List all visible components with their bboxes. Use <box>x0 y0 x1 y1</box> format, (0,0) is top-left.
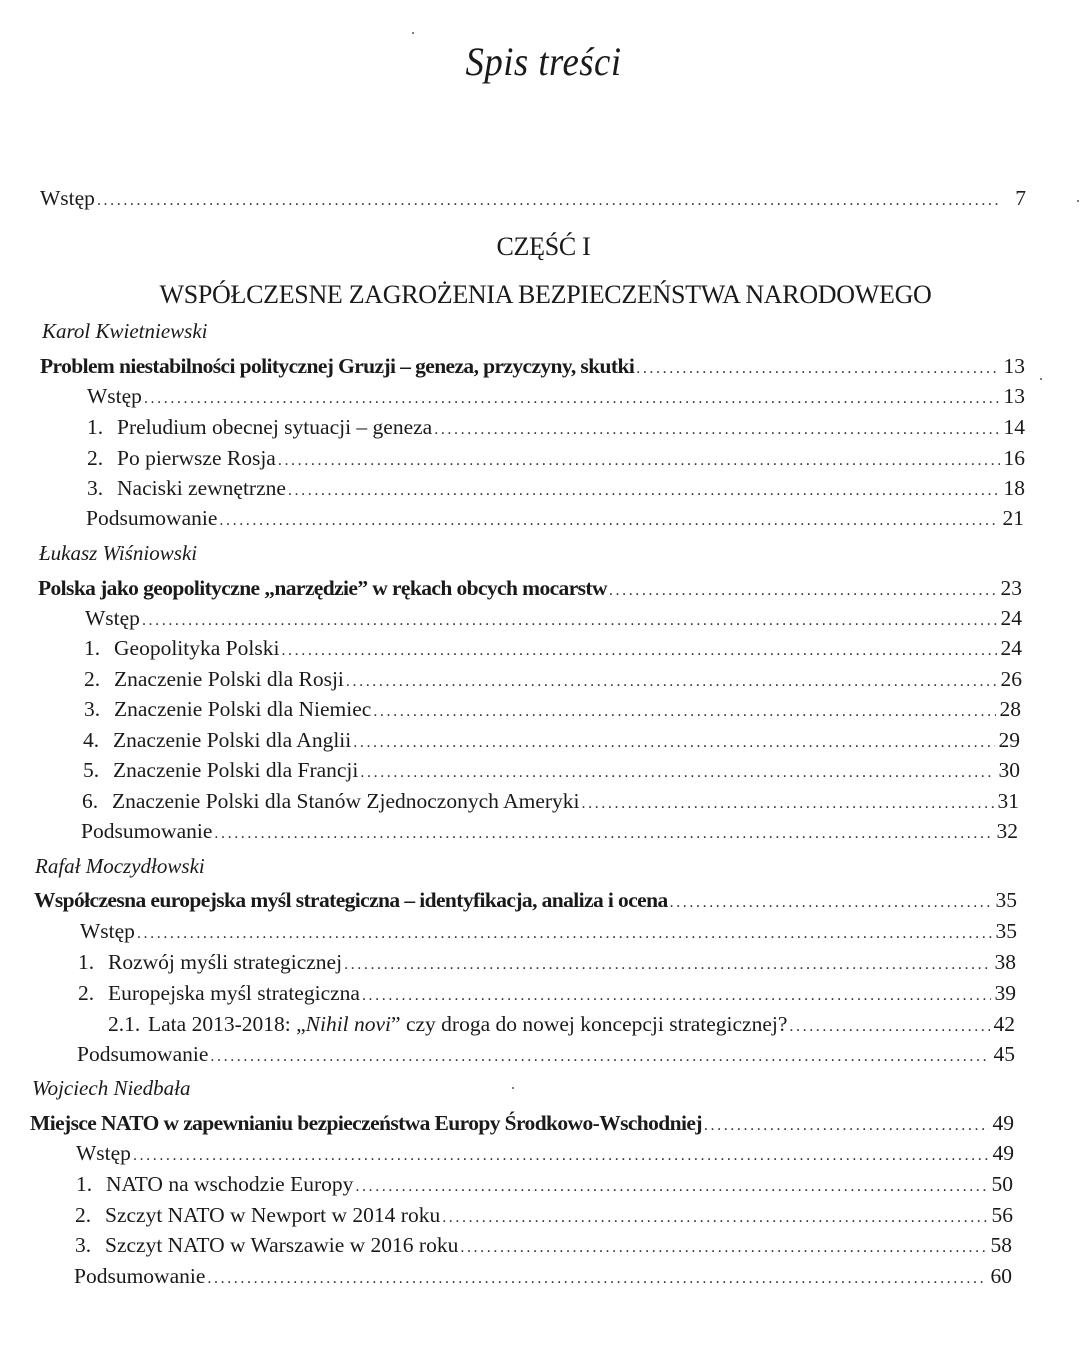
section-label: Wstęp <box>87 384 142 408</box>
section-number: 1. <box>78 950 95 974</box>
section-number: 5. <box>83 758 100 782</box>
section-number: 1. <box>87 415 104 439</box>
page-title: Spis treści <box>465 39 622 84</box>
leader-dots <box>434 416 1000 444</box>
leader-dots <box>219 507 999 535</box>
section-page: 31 <box>997 789 1019 813</box>
section-label: Podsumowanie <box>77 1042 209 1066</box>
part-title: WSPÓŁCZESNE ZAGROŻENIA BEZPIECZEŃSTWA NARODOWEGO <box>159 280 932 309</box>
toc-section[interactable] <box>83 726 1020 757</box>
leader-dots <box>214 820 993 848</box>
toc-section[interactable] <box>84 665 1022 696</box>
section-label: Znaczenie Polski dla Stanów Zjednoczonych Ameryki <box>112 789 580 813</box>
section-page: 38 <box>994 950 1016 974</box>
section-page: 32 <box>996 819 1018 843</box>
toc-section[interactable] <box>82 787 1019 818</box>
toc-chapter[interactable] <box>38 574 1022 605</box>
scan-speck <box>512 1087 514 1089</box>
section-page: 29 <box>998 728 1020 752</box>
section-page: 45 <box>993 1042 1015 1066</box>
scan-speck <box>412 32 414 34</box>
section-page: 50 <box>991 1172 1013 1196</box>
toc-entry-label: Wstęp <box>40 186 95 210</box>
section-label: Rozwój myśli strategicznej <box>108 950 343 974</box>
section-number: 2. <box>78 981 95 1005</box>
section-label: Podsumowanie <box>81 819 213 843</box>
section-number: 3. <box>75 1233 92 1257</box>
section-page: 35 <box>995 919 1017 943</box>
leader-dots <box>281 637 997 665</box>
leader-dots <box>288 477 1000 505</box>
leader-dots <box>442 1204 988 1232</box>
leader-dots <box>670 889 992 917</box>
section-page: 24 <box>1000 606 1022 630</box>
toc-chapter[interactable] <box>40 352 1025 383</box>
leader-dots <box>636 355 1000 383</box>
section-number: 2. <box>75 1203 92 1227</box>
section-page: 49 <box>992 1141 1014 1165</box>
toc-section[interactable] <box>78 948 1016 979</box>
section-label: Znaczenie Polski dla Anglii <box>113 728 352 752</box>
leader-dots <box>207 1265 987 1293</box>
leader-dots <box>97 187 1001 215</box>
toc-section[interactable] <box>78 979 1016 1010</box>
toc-section[interactable] <box>75 1231 1012 1262</box>
chapter-author: Karol Kwietniewski <box>42 319 208 343</box>
toc-entry-page: 7 <box>1015 186 1026 210</box>
section-page: 14 <box>1003 415 1025 439</box>
toc-section[interactable] <box>77 1040 1015 1071</box>
section-number: 2. <box>87 446 104 470</box>
section-page: 16 <box>1003 446 1025 470</box>
leader-dots <box>137 920 992 948</box>
leader-dots <box>355 1173 988 1201</box>
leader-dots <box>460 1234 987 1262</box>
section-label: Znaczenie Polski dla Francji <box>113 758 359 782</box>
scan-speck <box>1077 200 1079 202</box>
section-number: 6. <box>82 789 99 813</box>
toc-section[interactable] <box>84 634 1022 665</box>
chapter-title: Polska jako geopolityczne „narzędzie” w rękach obcych mocarstw <box>38 576 607 600</box>
toc-section[interactable] <box>74 1262 1012 1293</box>
toc-section[interactable] <box>87 413 1025 444</box>
section-label: Europejska myśl strategiczna <box>108 981 360 1005</box>
leader-dots <box>373 698 996 726</box>
section-label: Po pierwsze Rosja <box>117 446 276 470</box>
section-label-italic: Nihil novi <box>305 1012 392 1036</box>
leader-dots <box>582 790 995 818</box>
section-number: 3. <box>87 476 104 500</box>
chapter-author: Wojciech Niedbała <box>32 1076 191 1100</box>
section-label-pre: Lata 2013-2018: „ <box>148 1012 306 1036</box>
chapter-page: 23 <box>1000 576 1022 600</box>
chapter-page: 49 <box>992 1111 1014 1135</box>
toc-section[interactable] <box>80 917 1017 948</box>
leader-dots <box>362 982 991 1010</box>
leader-dots <box>353 729 995 757</box>
leader-dots <box>789 1013 990 1041</box>
toc-section[interactable] <box>86 504 1024 535</box>
chapter-author: Rafał Moczydłowski <box>35 854 205 878</box>
chapter-page: 13 <box>1003 354 1025 378</box>
leader-dots <box>360 759 995 787</box>
section-label-post: ” czy droga do nowej koncepcji strategicznej? <box>391 1012 788 1036</box>
leader-dots <box>704 1112 989 1140</box>
section-label: Wstęp <box>76 1141 131 1165</box>
section-page: 26 <box>1000 667 1022 691</box>
leader-dots <box>609 577 997 605</box>
leader-dots <box>346 668 997 696</box>
section-number: 3. <box>84 697 101 721</box>
leader-dots <box>210 1043 990 1071</box>
section-page: 58 <box>990 1233 1012 1257</box>
toc-section[interactable] <box>85 604 1022 635</box>
section-label: Wstęp <box>85 606 140 630</box>
section-page: 18 <box>1003 476 1025 500</box>
toc-subsection[interactable] <box>108 1010 1015 1041</box>
toc-entry-intro[interactable] <box>40 184 1026 215</box>
chapter-title: Współczesna europejska myśl strategiczna – identyfikacja, analiza i ocena <box>34 888 668 912</box>
section-number: 2. <box>84 667 101 691</box>
section-label: Wstęp <box>80 919 135 943</box>
section-page: 21 <box>1002 506 1024 530</box>
toc-section[interactable] <box>76 1139 1014 1170</box>
leader-dots <box>144 385 1000 413</box>
section-label: Szczyt NATO w Warszawie w 2016 roku <box>105 1233 459 1257</box>
section-page: 42 <box>993 1012 1015 1036</box>
chapter-title: Problem niestabilności politycznej Gruzji – geneza, przyczyny, skutki <box>40 354 635 378</box>
chapter-page: 35 <box>995 888 1017 912</box>
section-page: 30 <box>998 758 1020 782</box>
section-page: 13 <box>1003 384 1025 408</box>
section-label: Preludium obecnej sytuacji – geneza <box>117 415 433 439</box>
scan-speck <box>1040 378 1042 380</box>
leader-dots <box>278 447 1000 475</box>
section-page: 28 <box>999 697 1021 721</box>
leader-dots <box>133 1142 989 1170</box>
chapter-author: Łukasz Wiśniowski <box>39 541 198 565</box>
leader-dots <box>142 607 997 635</box>
toc-chapter[interactable] <box>30 1109 1014 1140</box>
section-label: Naciski zewnętrzne <box>117 476 286 500</box>
toc-section[interactable] <box>87 444 1025 475</box>
section-label: NATO na wschodzie Europy <box>106 1172 354 1196</box>
toc-section[interactable] <box>87 474 1025 505</box>
toc-section[interactable] <box>83 756 1020 787</box>
toc-chapter[interactable] <box>34 886 1017 917</box>
leader-dots <box>344 951 991 979</box>
section-page: 60 <box>990 1264 1012 1288</box>
section-number: 2.1. <box>108 1012 141 1036</box>
section-page: 56 <box>991 1203 1013 1227</box>
toc-section[interactable] <box>87 382 1025 413</box>
section-page: 24 <box>1000 636 1022 660</box>
section-number: 4. <box>83 728 100 752</box>
toc-section[interactable] <box>75 1201 1013 1232</box>
section-number: 1. <box>84 636 101 660</box>
section-page: 39 <box>994 981 1016 1005</box>
section-label: Szczyt NATO w Newport w 2014 roku <box>105 1203 441 1227</box>
part-label: CZĘŚĆ I <box>496 232 591 261</box>
section-number: 1. <box>76 1172 93 1196</box>
section-label: Znaczenie Polski dla Niemiec <box>114 697 372 721</box>
toc-section[interactable] <box>76 1170 1013 1201</box>
toc-section[interactable] <box>84 695 1021 726</box>
section-label: Znaczenie Polski dla Rosji <box>114 667 344 691</box>
section-label: Geopolityka Polski <box>114 636 280 660</box>
chapter-title: Miejsce NATO w zapewnianiu bezpieczeństwa Europy Środkowo-Wschodniej <box>30 1111 702 1135</box>
toc-section[interactable] <box>81 817 1018 848</box>
section-label: Podsumowanie <box>86 506 218 530</box>
section-label: Podsumowanie <box>74 1264 206 1288</box>
